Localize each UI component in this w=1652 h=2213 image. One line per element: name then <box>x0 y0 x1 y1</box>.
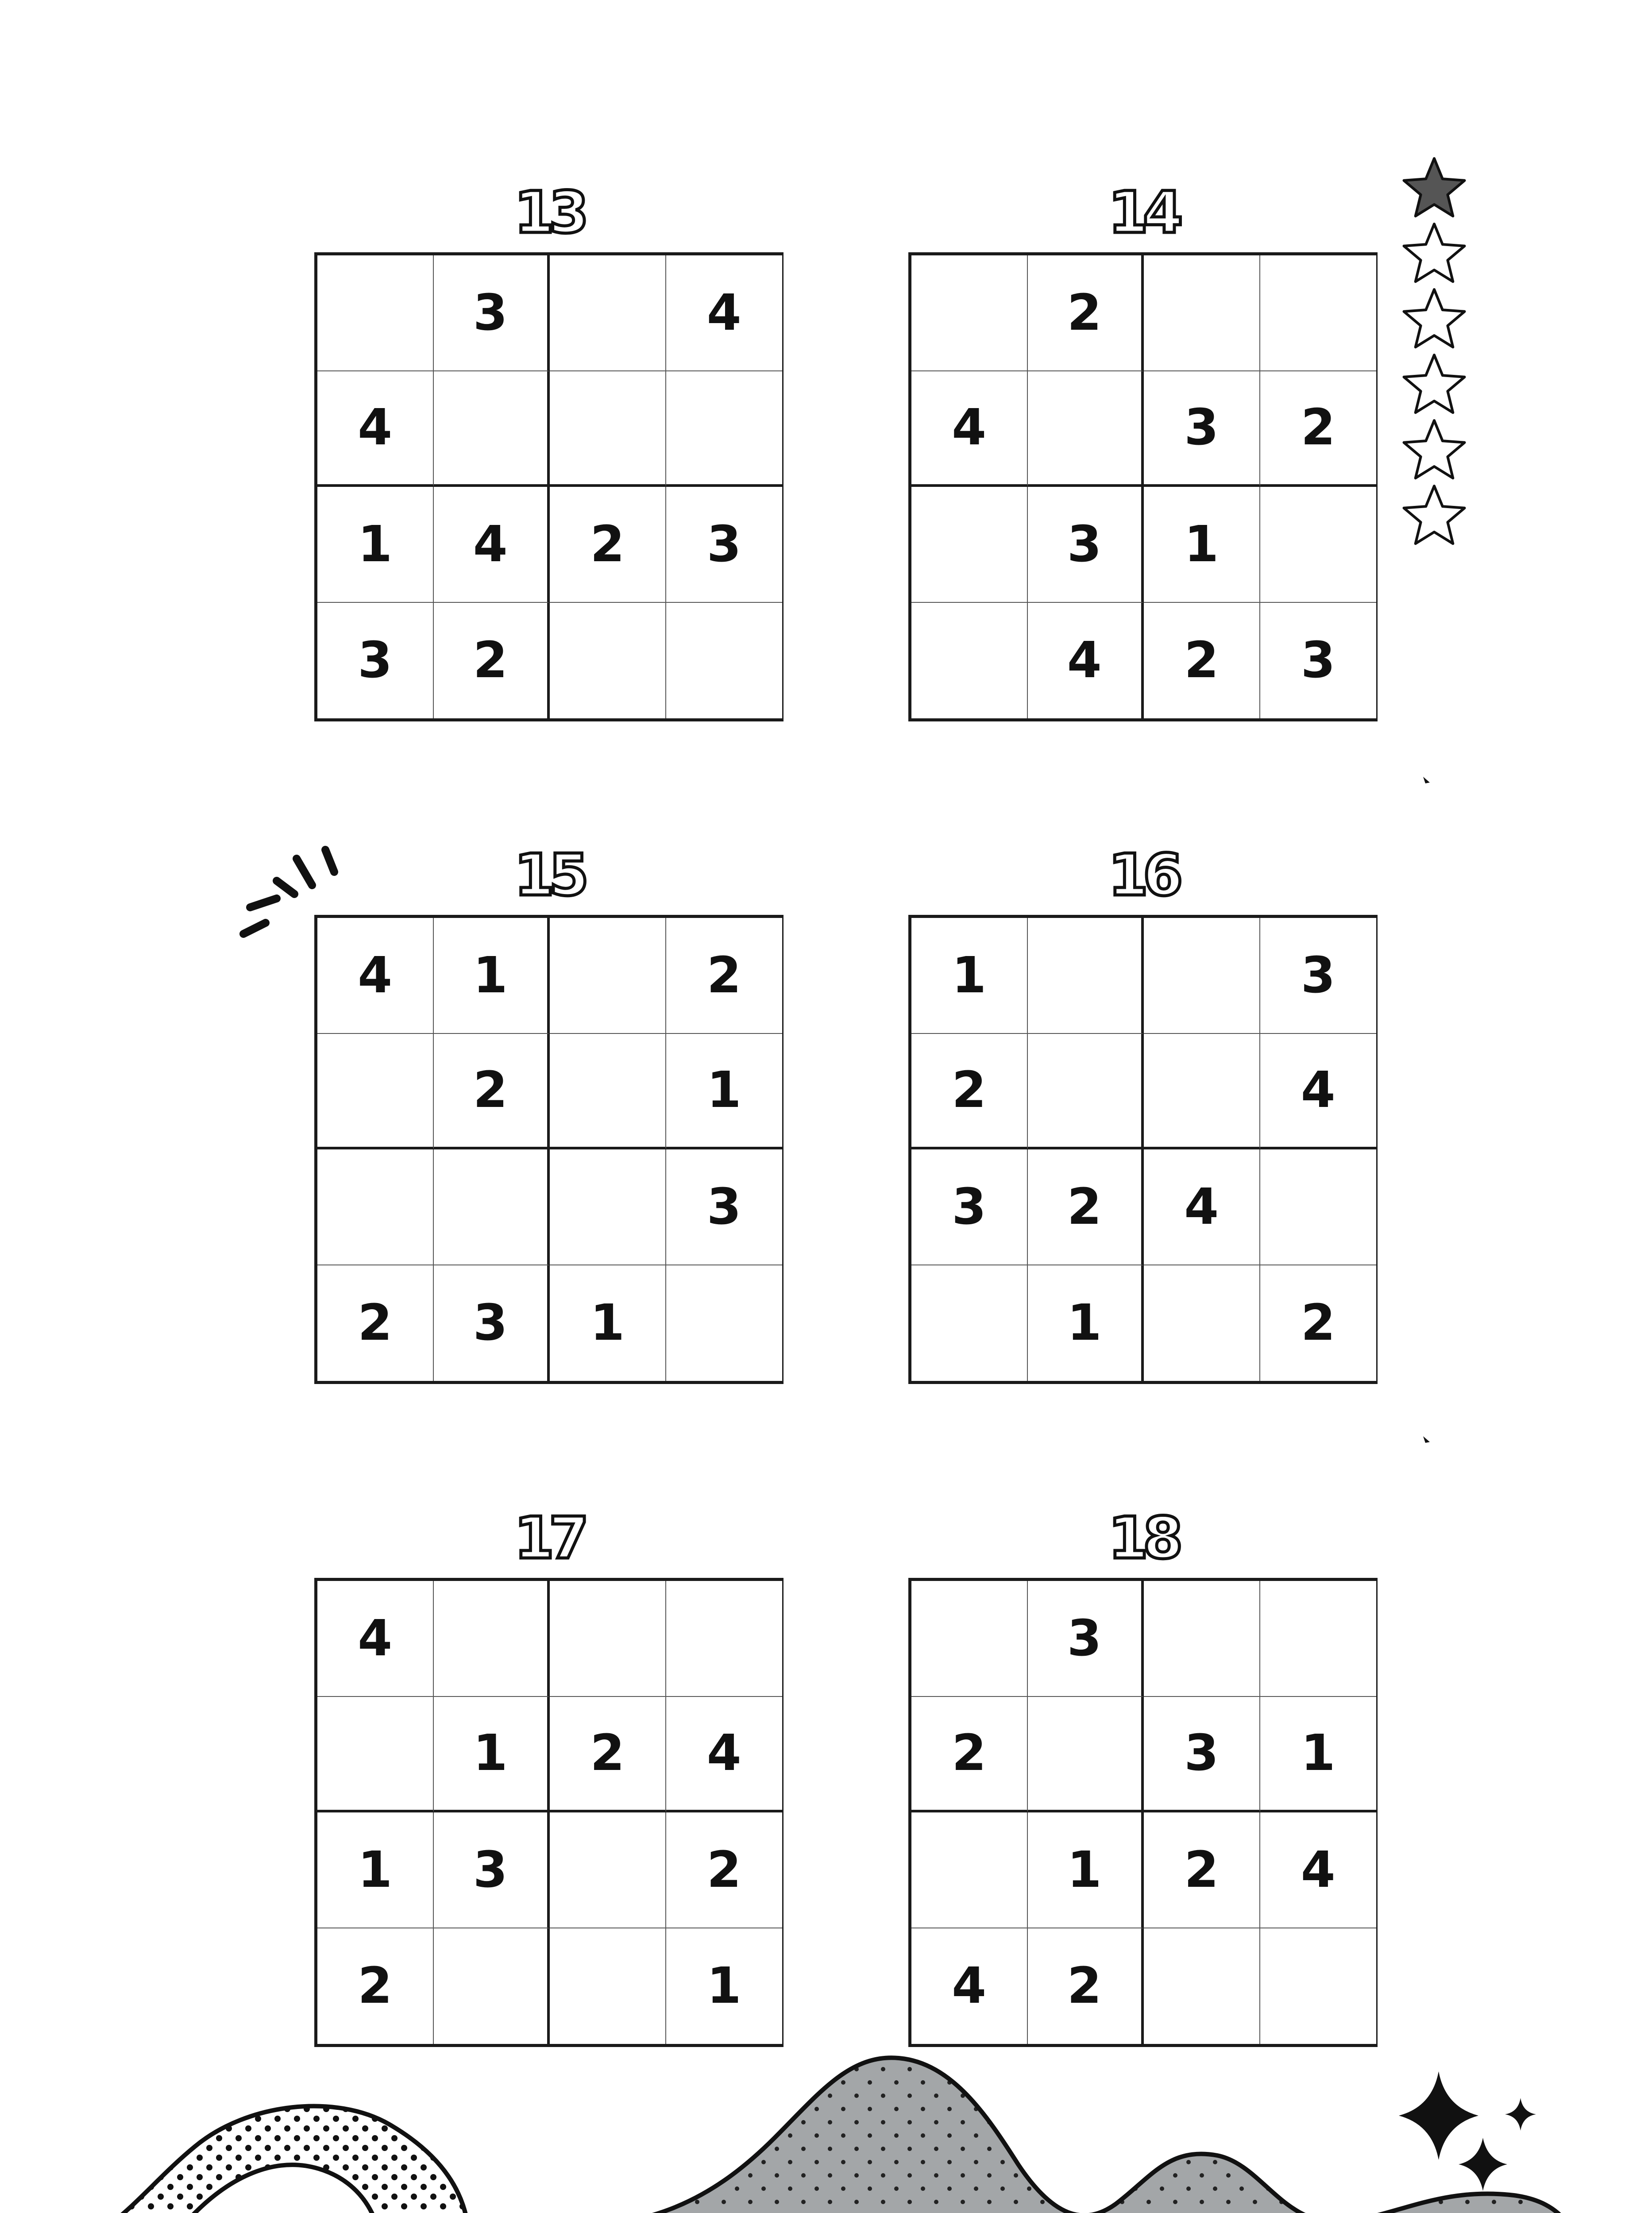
puzzle-number: 17 <box>514 1504 584 1572</box>
given-cell: 3 <box>1301 632 1335 690</box>
given-cell: 2 <box>666 918 783 1034</box>
empty-cell[interactable] <box>550 918 666 1034</box>
empty-cell[interactable] <box>1144 918 1260 1034</box>
given-cell: 1 <box>1144 487 1260 603</box>
given-cell: 3 <box>1028 487 1144 603</box>
puzzle-number: 14 <box>1108 179 1178 246</box>
given-cell: 2 <box>434 603 550 719</box>
empty-cell[interactable] <box>550 1034 666 1150</box>
empty-cell[interactable] <box>317 1149 434 1265</box>
filled-star-icon <box>1404 158 1465 216</box>
given-cell: 2 <box>434 1034 550 1150</box>
given-cell: 1 <box>1028 1265 1144 1381</box>
given-cell: 4 <box>911 371 1028 487</box>
given-cell: 4 <box>317 918 434 1034</box>
given-cell: 1 <box>434 1697 550 1813</box>
empty-cell[interactable] <box>550 1581 666 1697</box>
given-cell: 3 <box>317 603 434 719</box>
empty-cell[interactable] <box>550 1928 666 2044</box>
empty-cell[interactable] <box>550 371 666 487</box>
empty-star-icon <box>1404 289 1465 347</box>
empty-cell[interactable] <box>1028 371 1144 487</box>
empty-cell[interactable] <box>434 1581 550 1697</box>
given-cell: 3 <box>1260 918 1377 1034</box>
given-cell: 2 <box>317 1928 434 2044</box>
empty-cell[interactable] <box>1260 1149 1377 1265</box>
empty-star-icon <box>1404 486 1465 544</box>
empty-cell[interactable] <box>1144 1581 1260 1697</box>
given-cell: 2 <box>1028 1149 1144 1265</box>
empty-star-icon <box>1404 355 1465 413</box>
sudoku-grid <box>314 915 784 1384</box>
given-cell: 1 <box>550 1265 666 1381</box>
empty-cell[interactable] <box>550 1149 666 1265</box>
given-cell: 2 <box>550 1697 666 1813</box>
given-cell: 1 <box>317 487 434 603</box>
given-cell: 2 <box>1028 255 1144 371</box>
given-cell: 3 <box>666 1149 783 1265</box>
sudoku-grid <box>314 1578 784 2047</box>
given-cell: 2 <box>666 1812 783 1928</box>
given-cell: 3 <box>434 255 550 371</box>
given-cell: 1 <box>434 918 550 1034</box>
empty-cell[interactable] <box>911 1265 1028 1381</box>
puzzle-number: 18 <box>1108 1504 1178 1572</box>
empty-cell[interactable] <box>317 255 434 371</box>
empty-cell[interactable] <box>1260 1581 1377 1697</box>
empty-cell[interactable] <box>317 1034 434 1150</box>
empty-cell[interactable] <box>911 255 1028 371</box>
empty-cell[interactable] <box>434 1928 550 2044</box>
given-cell: 2 <box>317 1265 434 1381</box>
empty-cell[interactable] <box>1028 1697 1144 1813</box>
given-cell: 4 <box>666 255 783 371</box>
empty-cell[interactable] <box>1144 255 1260 371</box>
puzzle-number: 15 <box>514 841 584 909</box>
given-cell: 3 <box>911 1149 1028 1265</box>
given-cell: 4 <box>666 1697 783 1813</box>
given-cell: 1 <box>1028 1812 1144 1928</box>
empty-cell[interactable] <box>550 1812 666 1928</box>
empty-cell[interactable] <box>666 603 783 719</box>
puzzle-number: 16 <box>1108 841 1178 909</box>
given-cell: 2 <box>1144 1812 1260 1928</box>
given-cell: 2 <box>1301 1294 1335 1352</box>
given-cell: 3 <box>666 487 783 603</box>
empty-cell[interactable] <box>666 1265 783 1381</box>
given-cell: 2 <box>911 1034 1028 1150</box>
given-cell: 4 <box>1144 1149 1260 1265</box>
sudoku-grid <box>908 915 1378 1384</box>
empty-cell[interactable] <box>550 255 666 371</box>
given-cell: 4 <box>317 1581 434 1697</box>
given-cell: 1 <box>1260 1697 1377 1813</box>
given-cell: 4 <box>1028 603 1144 719</box>
empty-cell[interactable] <box>911 1812 1028 1928</box>
given-cell: 1 <box>911 918 1028 1034</box>
empty-cell[interactable] <box>1144 1265 1260 1381</box>
given-cell: 3 <box>434 1265 550 1381</box>
given-cell: 3 <box>1144 371 1260 487</box>
empty-cell[interactable] <box>317 1697 434 1813</box>
given-cell: 2 <box>1260 371 1377 487</box>
sudoku-grid <box>908 1578 1378 2047</box>
given-cell: 4 <box>434 487 550 603</box>
tick-mark-decoration <box>1421 775 1434 788</box>
puzzle-number: 13 <box>514 179 584 246</box>
given-cell: 3 <box>1028 1581 1144 1697</box>
given-cell: 4 <box>1260 1812 1377 1928</box>
given-cell: 3 <box>1144 1697 1260 1813</box>
empty-cell[interactable] <box>1260 487 1377 603</box>
empty-cell[interactable] <box>1144 1034 1260 1150</box>
empty-cell[interactable] <box>911 603 1028 719</box>
empty-cell[interactable] <box>434 371 550 487</box>
given-cell: 2 <box>1028 1928 1144 2044</box>
tick-mark-decoration <box>1421 1434 1434 1447</box>
empty-cell[interactable] <box>1144 1928 1260 2044</box>
bottom-wave-decoration <box>0 2036 1652 2213</box>
empty-cell[interactable] <box>1260 255 1377 371</box>
given-cell: 1 <box>706 1957 741 2015</box>
given-cell: 4 <box>317 371 434 487</box>
given-cell: 4 <box>1260 1034 1377 1150</box>
given-cell: 2 <box>1144 603 1260 719</box>
sudoku-grid <box>314 252 784 721</box>
given-cell: 4 <box>911 1928 1028 2044</box>
empty-cell[interactable] <box>911 1581 1028 1697</box>
empty-cell[interactable] <box>666 1581 783 1697</box>
empty-cell[interactable] <box>434 1149 550 1265</box>
empty-cell[interactable] <box>1028 918 1144 1034</box>
sudoku-grid <box>908 252 1378 721</box>
given-cell: 2 <box>550 487 666 603</box>
empty-cell[interactable] <box>666 371 783 487</box>
given-cell: 1 <box>317 1812 434 1928</box>
difficulty-rating <box>1394 155 1474 553</box>
given-cell: 1 <box>666 1034 783 1150</box>
empty-star-icon <box>1404 224 1465 281</box>
empty-cell[interactable] <box>1028 1034 1144 1150</box>
given-cell: 3 <box>434 1812 550 1928</box>
empty-star-icon <box>1404 420 1465 478</box>
given-cell: 2 <box>911 1697 1028 1813</box>
empty-cell[interactable] <box>911 487 1028 603</box>
empty-cell[interactable] <box>550 603 666 719</box>
empty-cell[interactable] <box>1260 1928 1377 2044</box>
